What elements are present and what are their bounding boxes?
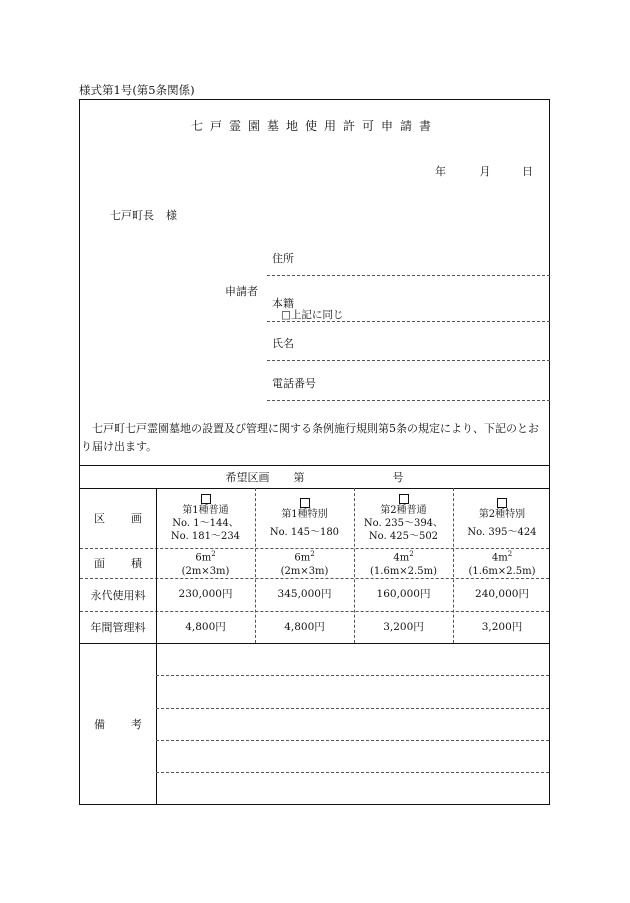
remarks-line [156,708,549,709]
same-as-above-checkbox[interactable]: □上記に同じ [281,309,344,321]
zone-header [80,466,549,488]
date-day-label: 日 [522,165,533,178]
remarks-line [156,675,549,676]
area-cell: $6m^2$ (2m×3m) [181,550,230,577]
domicile-field[interactable] [267,276,550,322]
applicant-label: 申請者 [225,285,258,298]
zone-header-label: 希望区画 [225,471,270,484]
type2-special-checkbox[interactable] [497,498,507,508]
addressee [110,207,177,223]
perpetual-fee-cell: 345,000円 [277,588,332,600]
type1-special-checkbox[interactable] [300,498,310,508]
annual-fee-cell: 3,200円 [383,620,424,633]
phone-label: 電話番号 [272,377,316,390]
annual-fee-row-label: 年間管理料 [90,621,146,634]
name-label: 氏名 [272,337,294,350]
addressee-name: 七戸町長 [110,209,154,222]
remarks-line [156,740,549,741]
statement-text: 七戸町七戸霊園墓地の設置及び管理に関する条例施行規則第5条の規定により、下記のとおり届け出ます。 [81,422,539,453]
date-year-label: 年 [435,165,446,178]
type2-regular-checkbox[interactable] [399,494,409,504]
type1-regular-checkbox[interactable] [201,494,211,504]
section-cell-type2-regular: 第2種普通 No. 235～394、 No. 425～502 [354,488,453,548]
phone-field[interactable] [267,361,550,401]
annual-fee-cell: 3,200円 [481,620,523,633]
name-field[interactable] [267,322,550,361]
section-cell-type1-regular: 第1種普通 No. 1～144、 No. 181～234 [156,488,255,548]
annual-fee-cell: 4,800円 [284,620,325,633]
annual-fee-cell: 4,800円 [185,620,226,633]
area-cell: $4m^2$ (1.6m×2.5m) [468,550,536,577]
form-title: 七戸霊園墓地使用許可申請書 [190,119,438,133]
address-field[interactable] [267,245,550,276]
date-line [407,163,533,179]
remarks-line [156,772,549,773]
zone-header-suffix: 号 [392,471,404,484]
area-cell: $6m^2$ (2m×3m) [280,550,329,577]
perpetual-fee-cell: 240,000円 [475,588,529,600]
section-row-label: 区 画 [94,512,142,525]
perpetual-fee-cell: 160,000円 [376,588,431,600]
address-label: 住所 [272,252,294,265]
remarks-row-label: 備 考 [94,718,142,731]
zone-header-prefix: 第 [293,471,305,484]
area-row-label: 面 積 [94,557,142,570]
perpetual-fee-cell: 230,000円 [178,588,233,600]
addressee-honorific: 様 [166,209,177,222]
perpetual-fee-row-label: 永代使用料 [90,588,146,602]
date-month-label: 月 [479,165,491,178]
application-form [79,99,550,805]
form-number-label: 様式第1号(第5条関係) [79,83,195,97]
area-cell: $4m^2$ (1.6m×2.5m) [370,550,437,577]
section-cell-type1-special: 第1種特別 No. 145～180 [255,488,354,548]
section-cell-type2-special: 第2種特別 No. 395～424 [453,488,551,548]
domicile-label: 本籍 [272,297,294,310]
